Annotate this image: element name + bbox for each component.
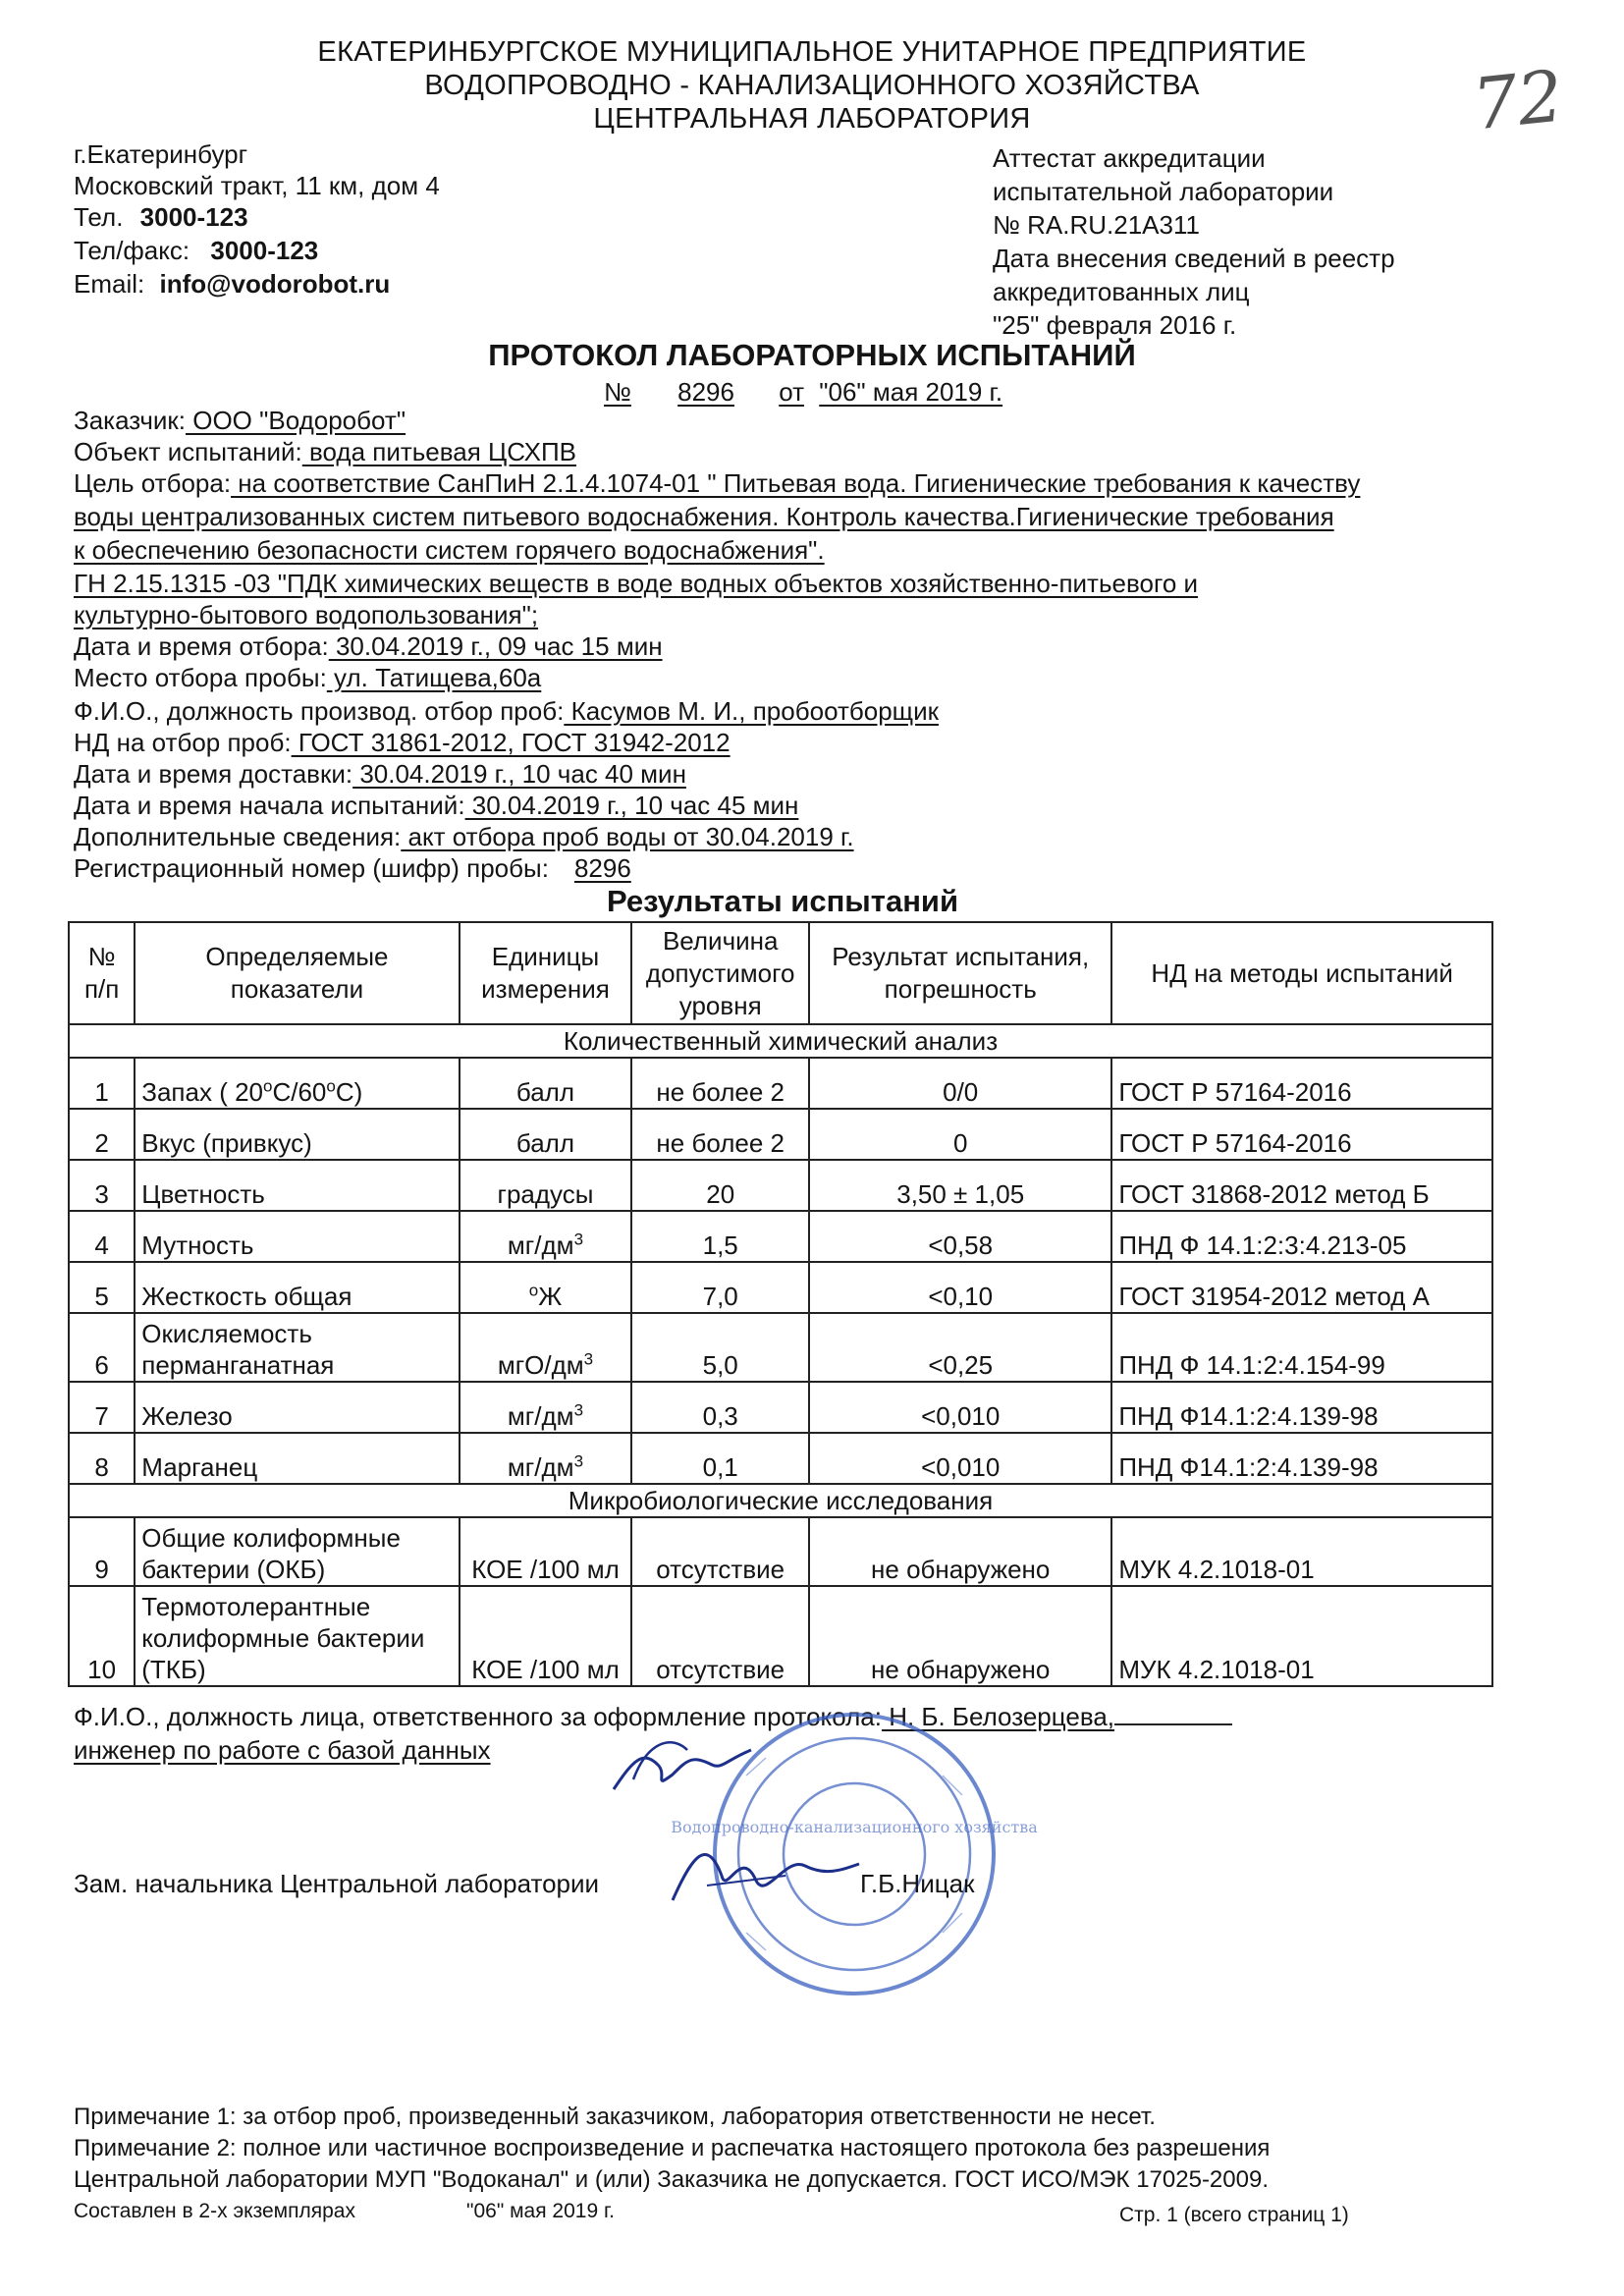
address-fax	[74, 234, 318, 267]
row-limit: отсутствие	[631, 1586, 809, 1686]
row-limit: не более 2	[631, 1109, 809, 1160]
nd-label: НД на отбор проб:	[74, 728, 292, 757]
delivery-value: 30.04.2019 г., 10 час 40 мин	[352, 759, 686, 789]
row-unit: балл	[460, 1058, 632, 1109]
responsible-label: Ф.И.О., должность лица, ответственного за оформление протокола:	[74, 1702, 882, 1731]
row-method: ПНД Ф14.1:2:4.139-98	[1111, 1382, 1492, 1433]
table-row	[69, 1109, 1492, 1160]
row-result: 0/0	[809, 1058, 1111, 1109]
table-row	[69, 1433, 1492, 1484]
delivery-label: Дата и время доставки:	[74, 759, 353, 789]
note-2-line-2: Центральной лаборатории МУП "Водоканал" и (или) Заказчика не допускается. ГОСТ ИСО/МЭК 17025-2009.	[74, 2166, 1269, 2193]
handwritten-page-number: 72	[1468, 54, 1567, 146]
row-result: <0,25	[809, 1313, 1111, 1382]
header-result: Результат испытания, погрешность	[809, 922, 1111, 1024]
row-unit: $мг/дм^3$	[460, 1211, 632, 1262]
header-num: № п/п	[69, 922, 135, 1024]
stamp-text: Водопроводно-канализационного хозяйства	[671, 1818, 1038, 1836]
row-limit: отсутствие	[631, 1517, 809, 1586]
row-parameter: Жесткость общая	[135, 1262, 459, 1313]
micro-rows	[69, 1517, 1492, 1686]
org-line-2: ВОДОПРОВОДНО - КАНАЛИЗАЦИОННОГО ХОЗЯЙСТВА	[424, 70, 1200, 101]
reg-value: 8296	[573, 853, 631, 883]
extra-label: Дополнительные сведения:	[74, 822, 402, 851]
row-parameter: Вкус (привкус)	[135, 1109, 459, 1160]
row-method: ПНД Ф 14.1:2:4.154-99	[1111, 1313, 1492, 1382]
start-label: Дата и время начала испытаний:	[74, 791, 465, 820]
row-limit: 20	[631, 1160, 809, 1211]
sampler-label: Ф.И.О., должность производ. отбор проб:	[74, 696, 565, 726]
purpose-line-4: ГН 2.15.1315 -03 "ПДК химических веществ в воде водных объектов хозяйственно-питьевого и	[74, 569, 1199, 598]
extra-value: акт отбора проб воды от 30.04.2019 г.	[401, 822, 854, 851]
header-method: НД на методы испытаний	[1111, 922, 1492, 1024]
object-value: вода питьевая ЦСХПВ	[301, 437, 576, 466]
row-unit: $мг/дм^3$	[460, 1382, 632, 1433]
purpose-line-2: воды централизованных систем питьевого водоснабжения. Контроль качества.Гигиенические требования	[74, 502, 1334, 531]
tel-value: 3000-123	[139, 202, 248, 232]
purpose-label: Цель отбора:	[74, 468, 232, 498]
fax-value: 3000-123	[210, 236, 319, 265]
nd-value: ГОСТ 31861-2012, ГОСТ 31942-2012	[291, 728, 731, 757]
address-street: Московский тракт, 11 км, дом 4	[74, 171, 440, 200]
table-row	[69, 1382, 1492, 1433]
place-label: Место отбора пробы:	[74, 663, 327, 692]
row-result: 0	[809, 1109, 1111, 1160]
row-number: 7	[69, 1382, 135, 1433]
row-method: МУК 4.2.1018-01	[1111, 1586, 1492, 1686]
field-object	[74, 436, 576, 467]
field-nd	[74, 727, 731, 758]
row-method: МУК 4.2.1018-01	[1111, 1517, 1492, 1586]
header-param: Определяемые показатели	[135, 922, 459, 1024]
accreditation-line-5: аккредитованных лиц	[993, 277, 1250, 306]
customer-label: Заказчик:	[74, 406, 187, 435]
row-parameter: Марганец	[135, 1433, 459, 1484]
protocol-from-label: от	[779, 377, 805, 407]
sample-dt-value: 30.04.2019 г., 09 час 15 мин	[328, 631, 663, 661]
table-header-row	[69, 922, 1492, 1024]
field-sampler	[74, 695, 939, 727]
row-result: <0,010	[809, 1433, 1111, 1484]
row-number: 8	[69, 1433, 135, 1484]
accreditation-line-4: Дата внесения сведений в реестр	[993, 244, 1395, 273]
table-row	[69, 1586, 1492, 1686]
signature-deputy	[668, 1827, 864, 1915]
protocol-number-line	[604, 375, 1002, 409]
purpose-line-1: на соответствие СанПиН 2.1.4.1074-01 " Питьевая вода. Гигиенические требования к качеству	[231, 468, 1361, 498]
protocol-title: ПРОТОКОЛ ЛАБОРАТОРНЫХ ИСПЫТАНИЙ	[488, 338, 1136, 372]
header-limit: Величина допустимого уровня	[631, 922, 809, 1024]
table-row	[69, 1160, 1492, 1211]
row-method: ГОСТ Р 57164-2016	[1111, 1109, 1492, 1160]
row-number: 2	[69, 1109, 135, 1160]
field-sample-datetime	[74, 630, 663, 662]
row-result: не обнаружено	[809, 1517, 1111, 1586]
row-unit: мгО/$дм^3$	[460, 1313, 632, 1382]
field-extra	[74, 821, 854, 852]
address-email	[74, 267, 390, 301]
row-number: 3	[69, 1160, 135, 1211]
row-method: ГОСТ Р 57164-2016	[1111, 1058, 1492, 1109]
field-delivery	[74, 758, 686, 790]
chemical-rows	[69, 1058, 1492, 1484]
row-result: 3,50 ± 1,05	[809, 1160, 1111, 1211]
page-count: Стр. 1 (всего страниц 1)	[1119, 2204, 1349, 2226]
deputy-label: Зам. начальника Центральной лаборатории	[74, 1869, 600, 1898]
address-city: г.Екатеринбург	[74, 139, 248, 169]
row-limit: 1,5	[631, 1211, 809, 1262]
reg-label: Регистрационный номер (шифр) пробы:	[74, 853, 549, 883]
note-1: Примечание 1: за отбор проб, произведенный заказчиком, лаборатория ответственности не несет.	[74, 2104, 1156, 2130]
copies-date: "06" мая 2019 г.	[466, 2200, 615, 2222]
row-result: не обнаружено	[809, 1586, 1111, 1686]
table-row	[69, 1211, 1492, 1262]
row-result: <0,10	[809, 1262, 1111, 1313]
row-parameter: Цветность	[135, 1160, 459, 1211]
section-row	[69, 1484, 1492, 1517]
field-customer	[74, 405, 406, 436]
email-value: info@vodorobot.ru	[159, 269, 391, 299]
section-row	[69, 1024, 1492, 1058]
fax-label: Тел/факс:	[74, 236, 190, 265]
accreditation-line-3: № RA.RU.21А311	[993, 210, 1200, 240]
table-row	[69, 1262, 1492, 1313]
table-row	[69, 1313, 1492, 1382]
results-title: Результаты испытаний	[606, 884, 959, 918]
signature-responsible	[604, 1721, 761, 1809]
section-micro: Микробиологические исследования	[69, 1484, 1492, 1517]
sample-dt-label: Дата и время отбора:	[74, 631, 329, 661]
org-line-1: ЕКАТЕРИНБУРГСКОЕ МУНИЦИПАЛЬНОЕ УНИТАРНОЕ ПРЕДПРИЯТИЕ	[317, 36, 1307, 68]
row-limit: 0,1	[631, 1433, 809, 1484]
protocol-no-label: №	[604, 377, 631, 407]
row-limit: 0,3	[631, 1382, 809, 1433]
table-row	[69, 1517, 1492, 1586]
org-line-3: ЦЕНТРАЛЬНАЯ ЛАБОРАТОРИЯ	[593, 103, 1031, 135]
row-result: <0,010	[809, 1382, 1111, 1433]
row-number: 1	[69, 1058, 135, 1109]
accreditation-line-2: испытательной лаборатории	[993, 177, 1334, 206]
field-reg	[74, 852, 631, 884]
responsible-name: Н. Б. Белозерцева,	[881, 1702, 1115, 1731]
row-unit: $^о$Ж	[460, 1262, 632, 1313]
row-limit: 5,0	[631, 1313, 809, 1382]
row-method: ПНД Ф 14.1:2:3:4.213-05	[1111, 1211, 1492, 1262]
sampler-value: Касумов М. И., пробоотборщик	[564, 696, 939, 726]
row-result: <0,58	[809, 1211, 1111, 1262]
row-number: 4	[69, 1211, 135, 1262]
row-unit: градусы	[460, 1160, 632, 1211]
row-unit: КОЕ /100 мл	[460, 1586, 632, 1686]
note-2-line-1: Примечание 2: полное или частичное воспроизведение и распечатка настоящего протокола без разрешения	[74, 2135, 1271, 2161]
row-method: ГОСТ 31954-2012 метод А	[1111, 1262, 1492, 1313]
row-limit: не более 2	[631, 1058, 809, 1109]
email-label: Email:	[74, 269, 145, 299]
row-parameter: Запах ( $20^оС/60^оС$)	[135, 1058, 459, 1109]
copies-note: Составлен в 2-х экземплярах	[74, 2200, 355, 2222]
field-place	[74, 662, 541, 693]
place-value: ул. Татищева,60а	[326, 663, 542, 692]
field-start	[74, 790, 798, 821]
row-method: ПНД Ф14.1:2:4.139-98	[1111, 1433, 1492, 1484]
row-number: 10	[69, 1586, 135, 1686]
row-number: 5	[69, 1262, 135, 1313]
purpose-line-5: культурно-бытового водопользования";	[74, 600, 539, 629]
object-label: Объект испытаний:	[74, 437, 302, 466]
row-number: 9	[69, 1517, 135, 1586]
header-unit: Единицы измерения	[460, 922, 632, 1024]
row-limit: 7,0	[631, 1262, 809, 1313]
section-chemical: Количественный химический анализ	[69, 1024, 1492, 1058]
address-tel	[74, 200, 248, 234]
row-parameter: Общие колиформные бактерии (ОКБ)	[135, 1517, 459, 1586]
purpose-line-3: к обеспечению безопасности систем горячего водоснабжения".	[74, 535, 825, 565]
field-purpose	[74, 467, 1360, 499]
row-unit: балл	[460, 1109, 632, 1160]
row-parameter: Железо	[135, 1382, 459, 1433]
responsible-position: инженер по работе с базой данных	[74, 1735, 491, 1765]
accreditation-line-1: Аттестат аккредитации	[993, 143, 1266, 173]
row-parameter: Мутность	[135, 1211, 459, 1262]
row-parameter: Термотолерантные колиформные бактерии (ТКБ)	[135, 1586, 459, 1686]
row-method: ГОСТ 31868-2012 метод Б	[1111, 1160, 1492, 1211]
row-unit: $мг/дм^3$	[460, 1433, 632, 1484]
row-number: 6	[69, 1313, 135, 1382]
tel-label: Тел.	[74, 202, 124, 232]
row-unit: КОЕ /100 мл	[460, 1517, 632, 1586]
table-row	[69, 1058, 1492, 1109]
customer-value: ООО "Водоробот"	[186, 406, 406, 435]
protocol-number: 8296	[677, 377, 734, 407]
accreditation-line-6: "25" февраля 2016 г.	[993, 310, 1237, 340]
start-value: 30.04.2019 г., 10 час 45 мин	[464, 791, 799, 820]
results-table	[68, 921, 1493, 1687]
protocol-date: "06" мая 2019 г.	[819, 377, 1003, 407]
row-parameter: Окисляемость перманганатная	[135, 1313, 459, 1382]
deputy-name: Г.Б.Ницак	[860, 1869, 975, 1898]
